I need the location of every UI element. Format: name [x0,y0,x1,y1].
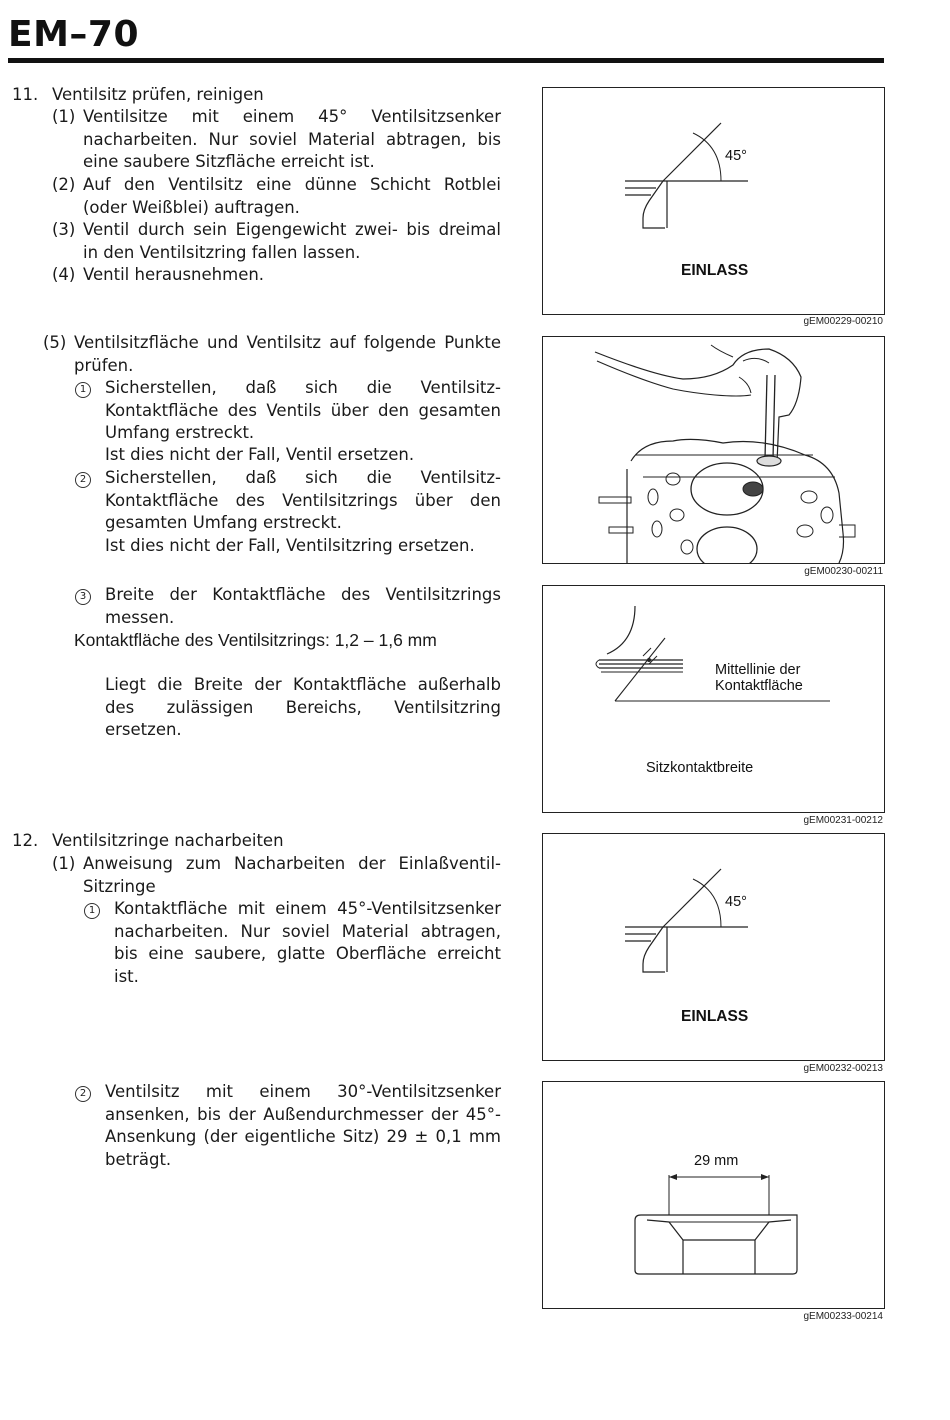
step-number: (3) [52,220,76,239]
step-number: (4) [52,265,76,284]
substep-text: Kontaktfläche mit einem 45°-Ventilsitzsenker nacharbeiten. Nur soviel Material abtragen, bis eine saubere, glatte Oberfläche erreicht ist. [114,899,501,986]
substep-number: 2 [75,467,91,490]
figure-valve-seat-45 [542,87,885,315]
page-code: EM–70 [8,14,140,55]
step-number: (1) [52,107,76,126]
substep-number: 1 [75,377,91,400]
figure-valve-seat-45-rework [542,833,885,1061]
angle-label: 45° [725,148,747,164]
step-number: (1) [52,854,76,873]
step-text: Ventilsitze mit einem 45° Ventilsitzsenker nacharbeiten. Nur soviel Material abtragen, bis eine saubere Sitzfläche erreicht ist. [83,107,501,171]
spec-value: Kontaktfläche des Ventilsitzrings: 1,2 – 1,6 mm [74,630,437,650]
substep-number: 2 [75,1081,91,1104]
spec-note: Liegt die Breite der Kontaktfläche außerhalb des zulässigen Bereichs, Ventilsitzring ersetzen. [105,675,501,739]
step-text: Ventil herausnehmen. [83,265,265,284]
step-text: Ventil durch sein Eigengewicht zwei- bis dreimal in den Ventilsitzring fallen lassen. [83,220,501,262]
figure-cylinder-head [542,336,885,564]
figure-caption: gEM00232-00213 [803,1063,883,1074]
section-12-title: Ventilsitzringe nacharbeiten [52,831,284,850]
figure-caption: gEM00231-00212 [803,815,883,826]
step-number: (5) [43,333,67,352]
figure-label: EINLASS [681,262,749,279]
substep-number: 3 [75,584,91,607]
figure-caption: gEM00229-00210 [803,316,883,327]
figure-seat-diameter [542,1081,885,1309]
figure-caption: gEM00230-00211 [804,566,883,577]
substep-text: Sicherstellen, daß sich die Ventilsitz-Kontaktfläche des Ventilsitzrings über den gesamten Umfang erstreckt. [105,468,501,532]
step-text: Ventilsitzfläche und Ventilsitz auf folgende Punkte prüfen. [74,333,501,375]
section-11-number: 11. [12,85,39,104]
step-text: Anweisung zum Nacharbeiten der Einlaßventil-Sitzringe [83,854,501,896]
width-label: Sitzkontaktbreite [646,760,754,776]
figure-caption: gEM00233-00214 [803,1311,883,1322]
header-rule [8,58,884,63]
substep-text: Breite der Kontaktfläche des Ventilsitzrings messen. [105,585,501,627]
center-line-label: Mittellinie der Kontaktfläche [715,662,803,694]
dimension-label: 29 mm [694,1153,739,1169]
substep-text: Sicherstellen, daß sich die Ventilsitz-Kontaktfläche des Ventils über den gesamten Umfang erstreckt. [105,378,501,442]
substep-text: Ventilsitz mit einem 30°-Ventilsitzsenker ansenken, bis der Außendurchmesser der 45°-Ansenkung (der eigentliche Sitz) 29 ± 0,1 mm beträgt. [105,1082,501,1169]
step-text: Auf den Ventilsitz eine dünne Schicht Rotblei (oder Weißblei) auftragen. [83,175,501,217]
step-number: (2) [52,175,76,194]
substep-note: Ist dies nicht der Fall, Ventilsitzring ersetzen. [105,536,475,555]
substep-note: Ist dies nicht der Fall, Ventil ersetzen. [105,445,415,464]
angle-label: 45° [725,894,747,910]
figure-label: EINLASS [681,1008,749,1025]
substep-number: 1 [84,898,100,921]
section-11-title: Ventilsitz prüfen, reinigen [52,85,264,104]
section-12-number: 12. [12,831,39,850]
figure-contact-width [542,585,885,813]
